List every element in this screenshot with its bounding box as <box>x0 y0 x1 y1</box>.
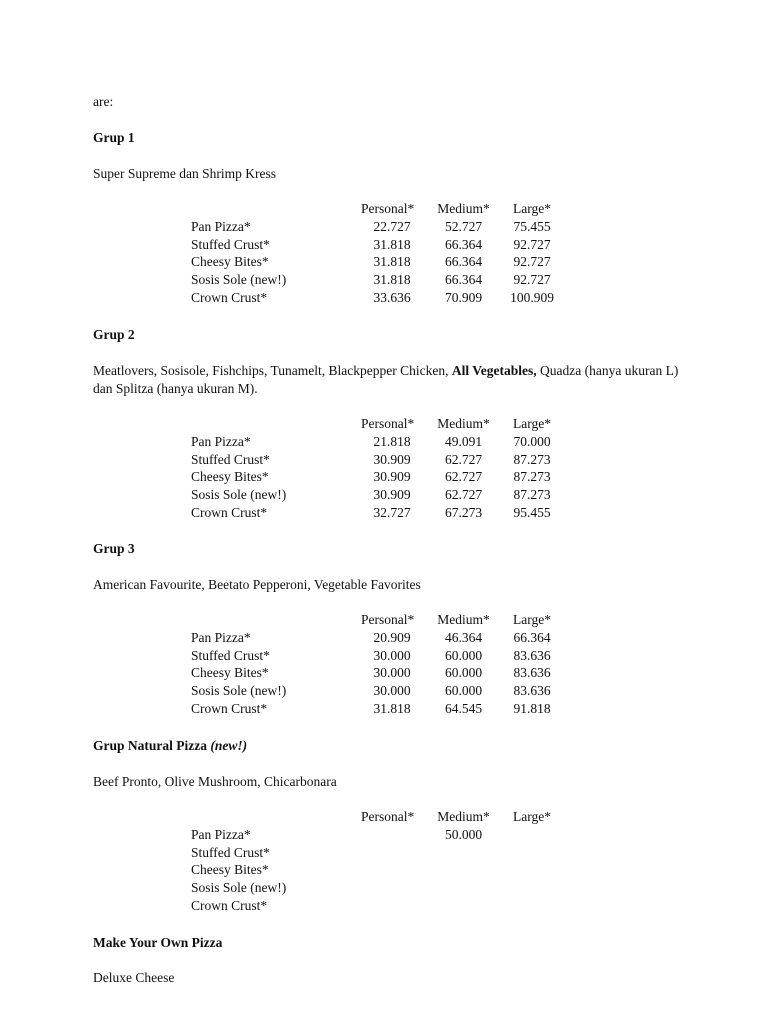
price-medium <box>423 844 504 862</box>
header-medium: Medium* <box>437 416 490 431</box>
table-header-row <box>191 200 560 218</box>
price-personal: 30.000 <box>373 665 411 681</box>
header-personal: Personal* <box>361 809 415 824</box>
row-name: Pan Pizza* <box>191 218 251 234</box>
price-personal <box>361 861 423 879</box>
price-large: 92.727 <box>513 272 551 288</box>
header-personal: Personal* <box>361 201 415 216</box>
table-header-row <box>191 611 560 629</box>
intro-text: are: <box>93 94 114 109</box>
row-name: Crown Crust* <box>191 897 268 913</box>
row-name: Cheesy Bites* <box>191 469 269 485</box>
table-row <box>191 271 560 289</box>
price-large <box>504 844 560 862</box>
price-personal: 20.909 <box>373 629 411 645</box>
price-medium: 64.545 <box>444 700 483 716</box>
price-medium: 70.909 <box>444 289 483 305</box>
price-personal: 21.818 <box>373 433 411 449</box>
header-medium: Medium* <box>437 612 490 627</box>
price-personal <box>361 897 423 915</box>
price-personal: 31.818 <box>373 236 411 252</box>
header-empty-cell <box>191 611 361 629</box>
price-personal <box>361 879 423 897</box>
price-large <box>504 879 560 897</box>
row-name: Stuffed Crust* <box>191 647 270 663</box>
price-personal: 30.909 <box>373 451 411 467</box>
table-row <box>191 682 560 700</box>
table-header-row <box>191 808 560 826</box>
price-medium: 46.364 <box>444 629 483 645</box>
price-medium: 60.000 <box>444 683 483 699</box>
price-personal: 31.818 <box>373 700 411 716</box>
price-medium: 62.727 <box>444 469 483 485</box>
price-medium: 62.727 <box>444 487 483 503</box>
group-natural-price-table <box>191 808 560 915</box>
price-medium: 62.727 <box>444 451 483 467</box>
header-large: Large* <box>513 416 551 431</box>
table-row <box>191 629 560 647</box>
price-medium: 50.000 <box>444 826 483 842</box>
row-name: Cheesy Bites* <box>191 254 269 270</box>
header-empty-cell <box>191 808 361 826</box>
group-2-description <box>93 362 683 398</box>
make-your-own-description: Deluxe Cheese <box>93 970 175 985</box>
group-2-desc-text-end: Quadza (hanya ukuran L) dan Splitza (hanya ukuran M). <box>93 363 679 396</box>
header-large: Large* <box>513 809 551 824</box>
group-2-desc-text: Meatlovers, Sosisole, Fishchips, Tunamelt, Blackpepper Chicken, <box>93 363 452 378</box>
group-natural-title-text: Grup Natural Pizza <box>93 738 211 753</box>
price-large: 83.636 <box>513 647 551 663</box>
row-name: Sosis Sole (new!) <box>191 272 287 288</box>
price-personal: 30.909 <box>373 487 411 503</box>
table-row <box>191 253 560 271</box>
group-1-description: Super Supreme dan Shrimp Kress <box>93 166 276 181</box>
row-name: Pan Pizza* <box>191 433 251 449</box>
price-large: 75.455 <box>513 218 551 234</box>
group-3-price-table <box>191 611 560 718</box>
row-name: Crown Crust* <box>191 700 268 716</box>
table-row <box>191 844 560 862</box>
row-name: Stuffed Crust* <box>191 236 270 252</box>
row-name: Crown Crust* <box>191 504 268 520</box>
table-row <box>191 700 560 718</box>
price-medium: 60.000 <box>444 647 483 663</box>
price-personal: 31.818 <box>373 272 411 288</box>
price-large: 87.273 <box>513 469 551 485</box>
row-name: Pan Pizza* <box>191 826 251 842</box>
price-large <box>504 861 560 879</box>
price-large: 95.455 <box>513 504 551 520</box>
table-row <box>191 468 560 486</box>
row-name: Cheesy Bites* <box>191 862 269 878</box>
row-name: Sosis Sole (new!) <box>191 880 287 896</box>
header-large: Large* <box>513 201 551 216</box>
price-large: 83.636 <box>513 665 551 681</box>
table-row <box>191 826 560 844</box>
table-header-row <box>191 415 560 433</box>
group-3-title: Grup 3 <box>93 541 135 556</box>
price-personal <box>361 844 423 862</box>
header-medium: Medium* <box>437 809 490 824</box>
price-personal: 22.727 <box>373 218 411 234</box>
group-2-desc-bold: All Vegetables, <box>451 363 537 378</box>
price-personal: 30.000 <box>373 683 411 699</box>
header-empty-cell <box>191 415 361 433</box>
price-large: 91.818 <box>513 700 551 716</box>
price-personal: 30.909 <box>373 469 411 485</box>
row-name: Sosis Sole (new!) <box>191 487 287 503</box>
table-row <box>191 664 560 682</box>
header-personal: Personal* <box>361 612 415 627</box>
group-1-price-table <box>191 200 560 307</box>
price-medium <box>423 861 504 879</box>
price-personal: 32.727 <box>373 504 411 520</box>
table-row <box>191 504 560 522</box>
price-personal: 30.000 <box>373 647 411 663</box>
group-2-title: Grup 2 <box>93 327 135 342</box>
price-large <box>504 826 560 844</box>
row-name: Stuffed Crust* <box>191 451 270 467</box>
price-large: 83.636 <box>513 683 551 699</box>
table-row <box>191 879 560 897</box>
price-medium <box>423 897 504 915</box>
price-medium: 49.091 <box>444 433 483 449</box>
group-natural-description: Beef Pronto, Olive Mushroom, Chicarbonara <box>93 774 337 789</box>
group-natural-new-label: (new!) <box>210 738 248 753</box>
price-medium: 66.364 <box>444 254 483 270</box>
table-row <box>191 433 560 451</box>
price-large: 92.727 <box>513 254 551 270</box>
price-large <box>504 897 560 915</box>
price-large: 92.727 <box>513 236 551 252</box>
price-large: 70.000 <box>513 433 551 449</box>
price-medium: 60.000 <box>444 665 483 681</box>
price-personal: 31.818 <box>373 254 411 270</box>
table-row <box>191 236 560 254</box>
group-3-description: American Favourite, Beetato Pepperoni, Vegetable Favorites <box>93 577 421 592</box>
row-name: Stuffed Crust* <box>191 844 270 860</box>
table-row <box>191 451 560 469</box>
group-2-price-table <box>191 415 560 522</box>
price-medium: 66.364 <box>444 236 483 252</box>
table-row <box>191 861 560 879</box>
price-large: 87.273 <box>513 451 551 467</box>
table-row <box>191 289 560 307</box>
row-name: Cheesy Bites* <box>191 665 269 681</box>
price-medium: 52.727 <box>444 218 483 234</box>
table-row <box>191 218 560 236</box>
table-row <box>191 486 560 504</box>
header-large: Large* <box>513 612 551 627</box>
price-medium: 66.364 <box>444 272 483 288</box>
price-personal: 33.636 <box>373 289 411 305</box>
row-name: Sosis Sole (new!) <box>191 683 287 699</box>
group-1-title: Grup 1 <box>93 130 135 145</box>
price-medium: 67.273 <box>444 504 483 520</box>
table-row <box>191 897 560 915</box>
table-row <box>191 647 560 665</box>
price-personal <box>361 826 423 844</box>
header-empty-cell <box>191 200 361 218</box>
header-medium: Medium* <box>437 201 490 216</box>
price-large: 100.909 <box>510 289 554 305</box>
price-large: 87.273 <box>513 487 551 503</box>
make-your-own-title: Make Your Own Pizza <box>93 935 223 950</box>
row-name: Crown Crust* <box>191 289 268 305</box>
group-natural-title <box>93 737 247 755</box>
row-name: Pan Pizza* <box>191 629 251 645</box>
price-large: 66.364 <box>513 629 551 645</box>
header-personal: Personal* <box>361 416 415 431</box>
price-medium <box>423 879 504 897</box>
